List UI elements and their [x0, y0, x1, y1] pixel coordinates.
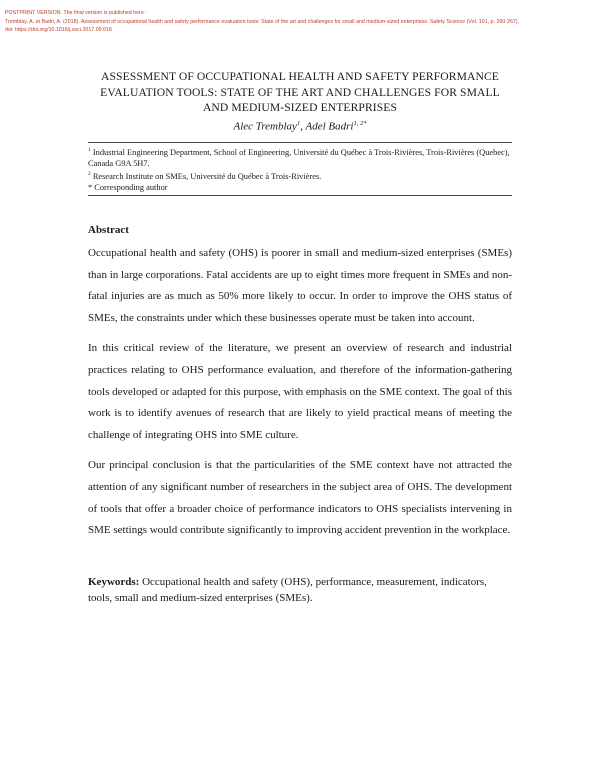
author-1: Alec Tremblay	[233, 120, 297, 133]
affiliation-2-mark: 2	[88, 171, 91, 178]
affiliations-bottom-rule	[88, 195, 512, 196]
postprint-line-2: Tremblay, A. et Badri, A. (2018). Assessment of occupational health and safety performance evaluation tools: State of the art and challenges for small and medium-sized enterprises. Safety Science (Vol. 101, p. 260-267).	[5, 18, 520, 25]
paper-title	[80, 69, 520, 116]
title-line-1: ASSESSMENT OF OCCUPATIONAL HEALTH AND SAFETY PERFORMANCE	[101, 70, 499, 83]
affiliation-1-text: Industrial Engineering Department, School of Engineering, Université du Québec à Trois-Rivières, Trois-Rivières (Quebec), Canada G9A 5H7.	[88, 147, 510, 168]
abstract-paragraph-1: Occupational health and safety (OHS) is poorer in small and medium-sized enterprises (SMEs) than in large corporations. Fatal accidents are up to eight times more frequent in SMEs and non-fatal injuries are as much as 50% more likely to occur. In order to improve the OHS status of SMEs, the constraints under which these businesses operate must be taken into account.	[88, 247, 512, 324]
abstract-body	[88, 243, 512, 551]
author-list	[80, 120, 520, 133]
abstract-paragraph-3: Our principal conclusion is that the particularities of the SME context have not attracted the attention of any significant number of researchers in the subject area of OHS. The development of tools that offer a broader choice of performance indicators to OHS specialists intervening in SME settings would contribute significantly to improving accident prevention in the workplace.	[88, 459, 512, 537]
keywords-text: Occupational health and safety (OHS), performance, measurement, indicators, tools, small and medium-sized enterprises (SMEs).	[88, 576, 487, 605]
postprint-doi[interactable]: doi: https://doi.org/10.1016/j.ssci.2017.09.016	[5, 27, 112, 34]
affiliation-2-text: Research Institute on SMEs, Université du Québec à Trois-Rivières.	[90, 172, 322, 182]
title-line-3: AND MEDIUM-SIZED ENTERPRISES	[202, 101, 398, 114]
keywords-label: Keywords:	[88, 576, 140, 588]
affiliations	[88, 145, 512, 194]
abstract-heading: Abstract	[88, 224, 129, 236]
postprint-header	[5, 9, 595, 35]
author-separator: ,	[300, 120, 306, 133]
abstract-paragraph-2: In this critical review of the literature, we present an overview of research and industrial practices relating to OHS performance evaluation, and therefore of the information-gathering tools developed or adapted for this purpose, with emphasis on the SME context. The goal of this work is to identify avenues of research that are likely to yield practical means of meeting the challenge of integrating OHS into SME culture.	[88, 342, 512, 441]
affiliation-1-mark: 1	[88, 147, 91, 153]
author-2-affil-mark: 1, 2*	[353, 120, 367, 127]
postprint-line-1: POSTPRINT VERSION. The final version is published here :	[5, 10, 147, 16]
affiliation-1	[88, 145, 512, 169]
title-line-2: EVALUATION TOOLS: STATE OF THE ART AND CHALLENGES FOR SMALL	[100, 85, 500, 99]
author-2: Adel Badri	[305, 120, 354, 133]
corresponding-author-note: * Corresponding author	[88, 182, 168, 192]
affiliation-2	[88, 169, 512, 183]
affiliations-top-rule	[88, 142, 512, 143]
keywords	[88, 574, 512, 607]
author-1-affil-mark: 1	[296, 120, 301, 127]
